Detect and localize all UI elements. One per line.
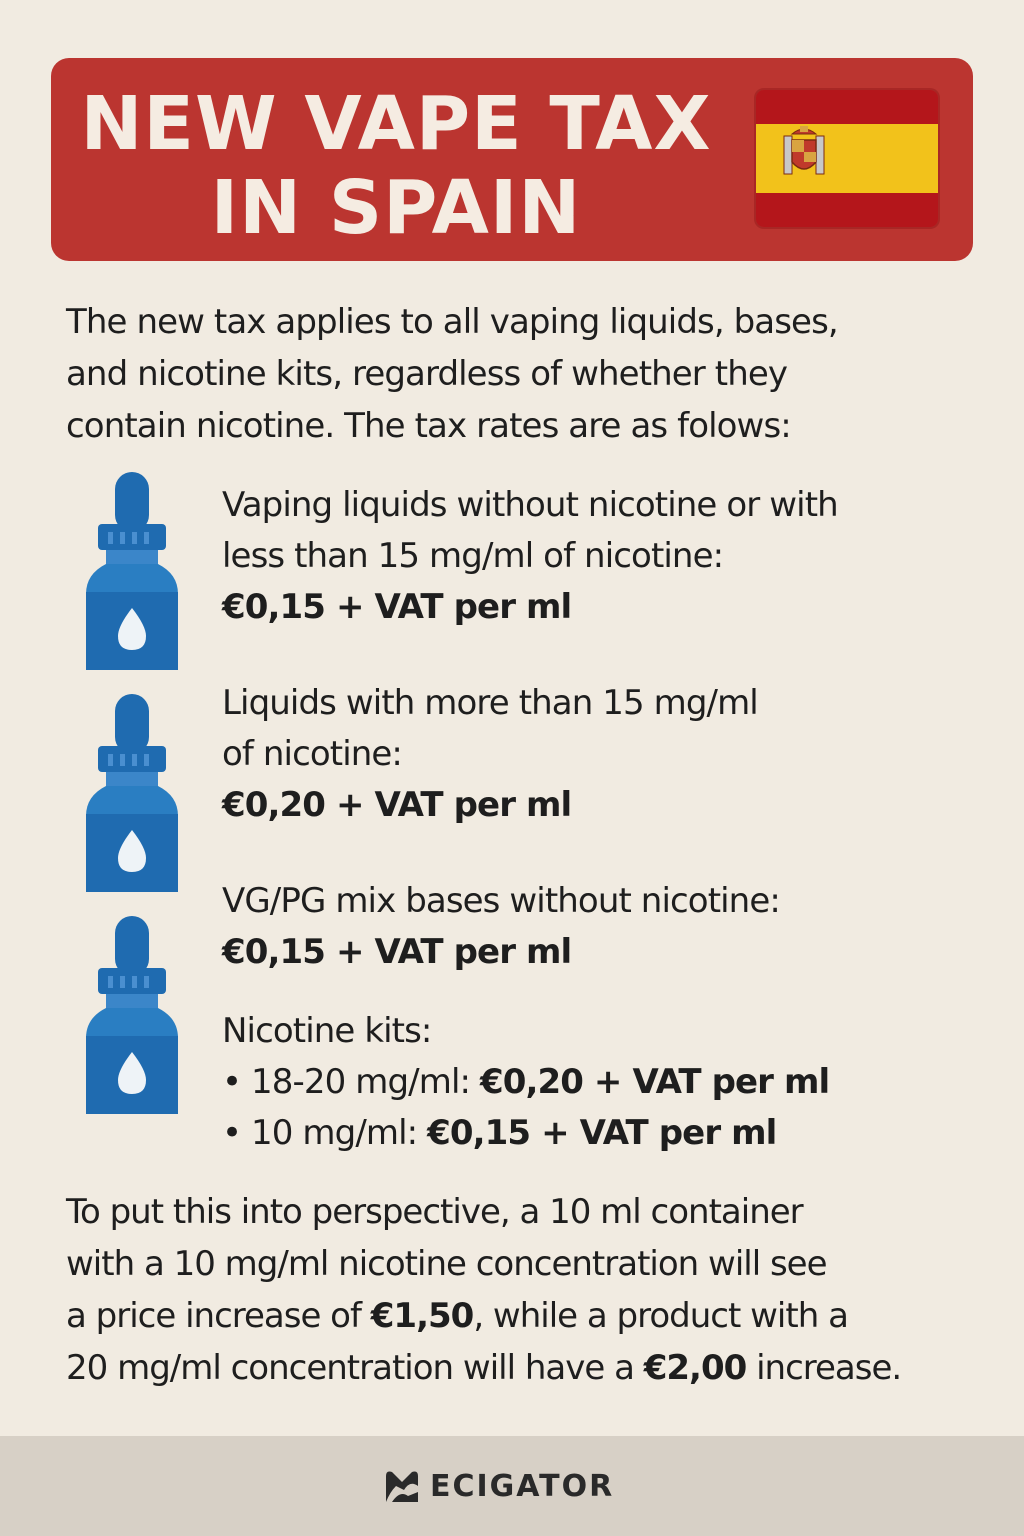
perspective-line-3: [66, 1290, 986, 1342]
perspective-line-4: [66, 1342, 986, 1394]
rate-price: €0,15 + VAT per ml: [222, 587, 572, 627]
rate-price: €0,15 + VAT per ml: [222, 932, 572, 972]
kit-label: • 18-20 mg/ml:: [222, 1062, 480, 1102]
perspective-line-2: with a 10 mg/ml nicotine concentration will see: [66, 1244, 827, 1284]
dropper-bottle-icon: [84, 470, 180, 672]
ecigator-logo-icon: [382, 1466, 422, 1506]
footer: [0, 1436, 1024, 1536]
kit-price: €0,20 + VAT per ml: [479, 1062, 830, 1102]
price-highlight: €1,50: [370, 1296, 474, 1336]
perspective-paragraph: [66, 1186, 986, 1394]
intro-line-3: contain nicotine. The tax rates are as folows:: [66, 406, 791, 446]
rate-line: Vaping liquids without nicotine or with: [222, 485, 838, 525]
rate-liquids-low-nicotine: [222, 480, 982, 633]
kit-price: €0,15 + VAT per ml: [427, 1113, 777, 1153]
text-run: increase.: [746, 1348, 902, 1388]
kit-item: [222, 1057, 982, 1108]
rate-line: of nicotine:: [222, 734, 402, 774]
perspective-line-1: To put this into perspective, a 10 ml container: [66, 1192, 803, 1232]
dropper-bottle-icon: [84, 914, 180, 1116]
text-run: 20 mg/ml concentration will have a: [66, 1348, 644, 1388]
intro-line-2: and nicotine kits, regardless of whether they: [66, 354, 788, 394]
rate-price: €0,20 + VAT per ml: [222, 785, 572, 825]
price-highlight: €2,00: [643, 1348, 747, 1388]
rate-line: VG/PG mix bases without nicotine:: [222, 881, 780, 921]
intro-line-1: The new tax applies to all vaping liquids, bases,: [66, 302, 838, 342]
page-title: [51, 82, 741, 250]
rate-nicotine-kits: [222, 1006, 982, 1159]
kit-item: [222, 1108, 982, 1159]
rate-vgpg-bases: [222, 876, 982, 978]
kit-label: • 10 mg/ml:: [222, 1113, 428, 1153]
dropper-bottle-icon: [84, 692, 180, 894]
rate-line: Liquids with more than 15 mg/ml: [222, 683, 758, 723]
text-run: , while a product with a: [473, 1296, 848, 1336]
rate-liquids-high-nicotine: [222, 678, 982, 831]
brand-name: ECIGATOR: [430, 1468, 615, 1504]
brand-logo: [382, 1464, 614, 1508]
title-banner: [51, 58, 973, 261]
text-run: a price increase of: [66, 1296, 371, 1336]
spain-flag-icon: [756, 90, 938, 227]
kits-title: Nicotine kits:: [222, 1011, 432, 1051]
rate-line: less than 15 mg/ml of nicotine:: [222, 536, 724, 576]
title-line-1: NEW VAPE TAX: [80, 81, 712, 167]
intro-paragraph: [66, 296, 966, 452]
title-line-2: IN SPAIN: [210, 165, 582, 251]
